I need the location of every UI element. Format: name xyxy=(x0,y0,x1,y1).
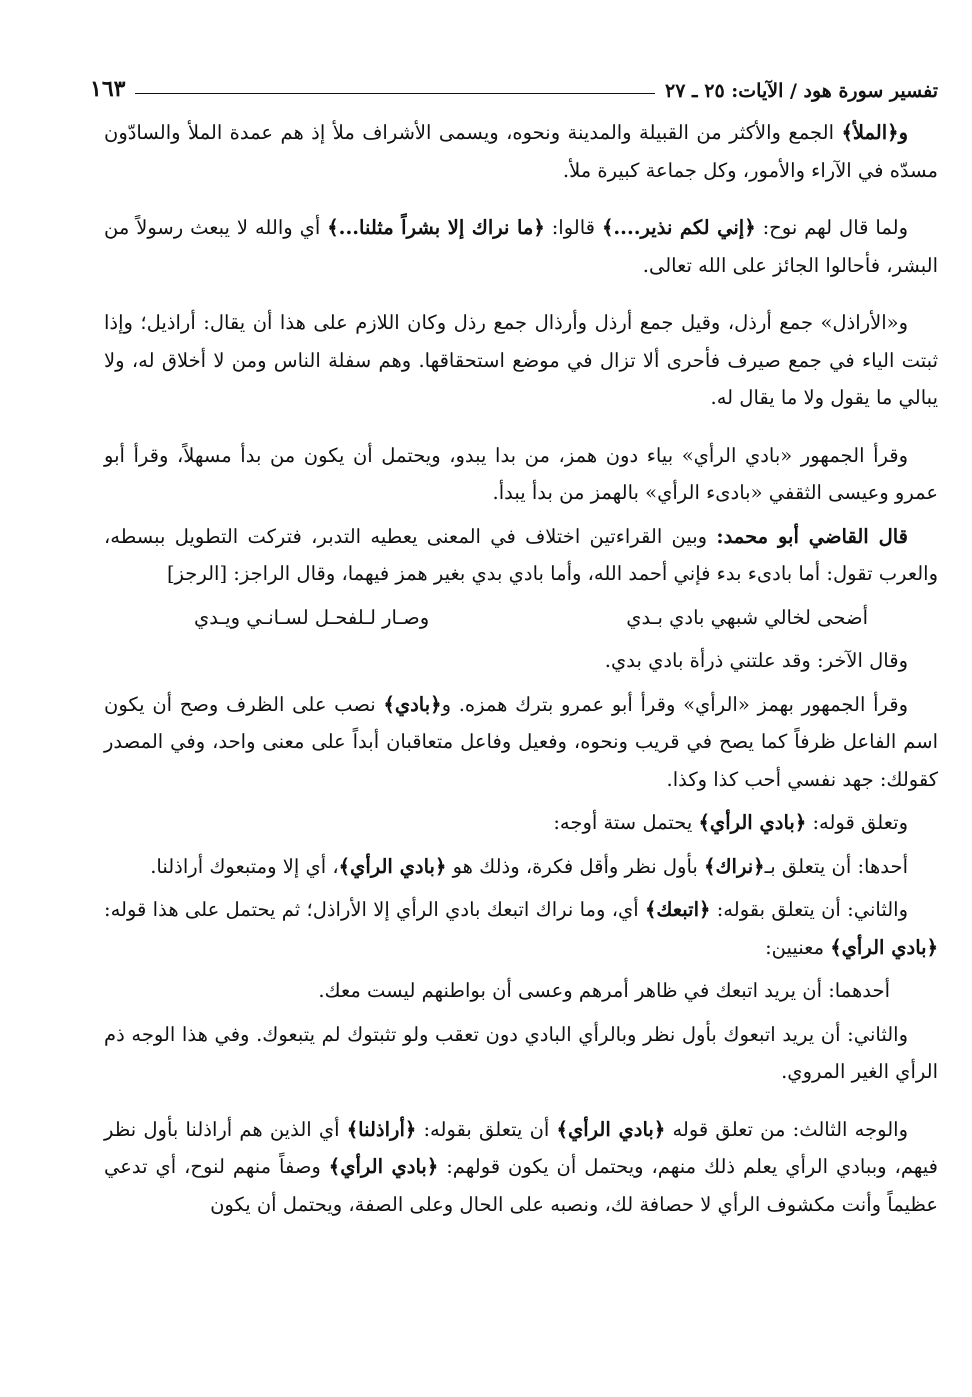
quran-term: ﴿بادي الرأي﴾ xyxy=(338,854,447,878)
page-header xyxy=(90,62,938,102)
paragraph-text: قالوا: xyxy=(544,216,602,239)
paragraph-12 xyxy=(104,1016,938,1091)
quran-term: ﴿اتبعك﴾ xyxy=(645,898,711,921)
paragraph-text: والوجه الثالث: من تعلق قوله xyxy=(665,1117,909,1141)
quran-quote: ﴿إني لكم نذير....﴾ xyxy=(601,216,756,239)
paragraph-text: أي، وما نراك اتبعك بادي الرأي إلا الأراذل؛ ثم يحتمل على هذا قوله: xyxy=(104,898,645,921)
paragraph-text: و«الأراذل» جمع أرذل، وقيل جمع أرذل وأرذال جمع رذل وكان اللازم على هذا أن يقال: أراذيل؛ وإذا ثبتت الياء في جمع صيرف فأحرى ألا تزال في موضع استحقاقها. وهم سفلة الناس ومن لا أخلاق له، ولا يبالي ما يقول ولا ما يقال له. xyxy=(104,311,938,409)
paragraph-7 xyxy=(104,686,938,799)
quran-term: ﴿أراذلنا﴾ xyxy=(346,1117,417,1141)
running-title: تفسير سورة هود / الآيات: ٢٥ ـ ٢٧ xyxy=(665,80,938,102)
paragraph-text: وصفاً منهم لنوح، أي تدعي عظيماً وأنت مكشوف الرأي لا حصافة لك، ونصبه على الحال وعلى الصفة، ويحتمل أن يكون xyxy=(104,1155,938,1216)
paragraph-5 xyxy=(104,518,938,593)
paragraph-1 xyxy=(104,114,938,189)
paragraph-4 xyxy=(104,437,938,512)
paragraph-8 xyxy=(104,804,938,842)
quran-term: ﴿بادي الرأي﴾ xyxy=(698,811,807,834)
paragraph-3 xyxy=(104,304,938,417)
paragraph-text: وبين القراءتين اختلاف في المعنى يعطيه التدبر، فتركت التطويل ببسطه، والعرب تقول: أما بادىء بدء فإني أحمد الله، وأما بادي بدي بغير همز فيهما، وقال الراجز: [الرجز] xyxy=(104,524,938,585)
quran-term: ﴿نراك﴾ xyxy=(704,854,765,878)
paragraph-text: ولما قال لهم نوح: xyxy=(755,216,908,239)
paragraph-text: الجمع والأكثر من القبيلة والمدينة ونحوه، ويسمى الأشراف ملأ إذ هم عمدة الملأ والسادّون مسدّه في الآراء والأمور، وكل جماعة كبيرة ملأ. xyxy=(104,121,938,182)
paragraph-2 xyxy=(104,209,938,284)
quran-term: ﴿بادي الرأي﴾ xyxy=(830,935,938,959)
paragraph-text: وقرأ الجمهور بهمز «الرأي» وقرأ أبو عمرو بترك همزه. و xyxy=(441,692,908,716)
paragraph-10 xyxy=(104,891,938,966)
paragraph-text: أحدها: أن يتعلق بـ xyxy=(764,854,908,878)
poem-hemistich-left: وصـار لـلفحـل لسـانـي ويـدي xyxy=(194,605,430,629)
quran-term: ﴿بادي﴾ xyxy=(383,692,442,716)
paragraph-6 xyxy=(104,642,938,680)
paragraph-text: وقرأ الجمهور «بادي الرأي» بياء دون همز، من بدا يبدو، ويحتمل أن يكون من بدأ مسهلاً، وقرأ أبو عمرو وعيسى الثقفي «بادىء الرأي» بالهمز من بدأ يبدأ. xyxy=(104,443,938,504)
quran-term: و﴿الملأ﴾ xyxy=(841,121,908,144)
quran-quote: ﴿ما نراك إلا بشراً مثلنا...﴾ xyxy=(327,216,545,239)
paragraph-9 xyxy=(104,848,938,886)
header-rule xyxy=(135,93,655,94)
quran-term: ﴿بادي الرأي﴾ xyxy=(328,1155,439,1178)
poem-hemistich-right: أضحى لخالي شبهي بادي بـدي xyxy=(626,605,868,629)
page-body xyxy=(104,114,938,1223)
paragraph-13 xyxy=(104,1111,938,1224)
paragraph-text: ، أي إلا ومتبعوك أراذلنا. xyxy=(150,854,339,878)
paragraph-text: والثاني: أن يتعلق بقوله: xyxy=(710,898,908,921)
author-label: قال القاضي أبو محمد: xyxy=(716,524,908,548)
paragraph-text: أحدهما: أن يريد اتبعك في ظاهر أمرهم وعسى أن بواطنهم ليست معك. xyxy=(318,979,890,1002)
paragraph-text: يحتمل ستة أوجه: xyxy=(553,811,699,834)
paragraph-text: معنيين: xyxy=(765,935,831,959)
quran-term: ﴿بادي الرأي﴾ xyxy=(556,1117,666,1141)
paragraph-text: أي الذين هم أراذلنا بأول نظر فيهم، وببادي الرأي يعلم ذلك منهم، ويحتمل أن يكون قولهم: xyxy=(104,1117,938,1178)
poem-verse xyxy=(194,599,868,637)
paragraph-text: بأول نظر وأقل فكرة، وذلك هو xyxy=(446,854,705,878)
paragraph-text: وقال الآخر: وقد علتني ذرأة بادي بدي. xyxy=(604,649,908,672)
paragraph-text: والثاني: أن يريد اتبعوك بأول نظر وبالرأي البادي دون تعقب ولو تثبتوك لم يتبعوك. وفي هذا الوجه ذم الرأي الغير المروي. xyxy=(104,1022,938,1083)
paragraph-text: نصب على الظرف وصح أن يكون اسم الفاعل ظرفاً كما يصح في قريب ونحوه، وفعيل وفاعل متعاقبان أبداً على معنى واحد، وفي المصدر كقولك: جهد نفسي أحب كذا وكذا. xyxy=(104,692,938,791)
paragraph-text: وتعلق قوله: xyxy=(806,811,908,834)
paragraph-text: أن يتعلق بقوله: xyxy=(416,1117,557,1141)
page-number: ١٦٣ xyxy=(90,76,126,102)
paragraph-11 xyxy=(104,972,938,1010)
paragraph-text: أي والله لا يبعث رسولاً من البشر، فأحالوا الجائز على الله تعالى. xyxy=(104,216,938,277)
